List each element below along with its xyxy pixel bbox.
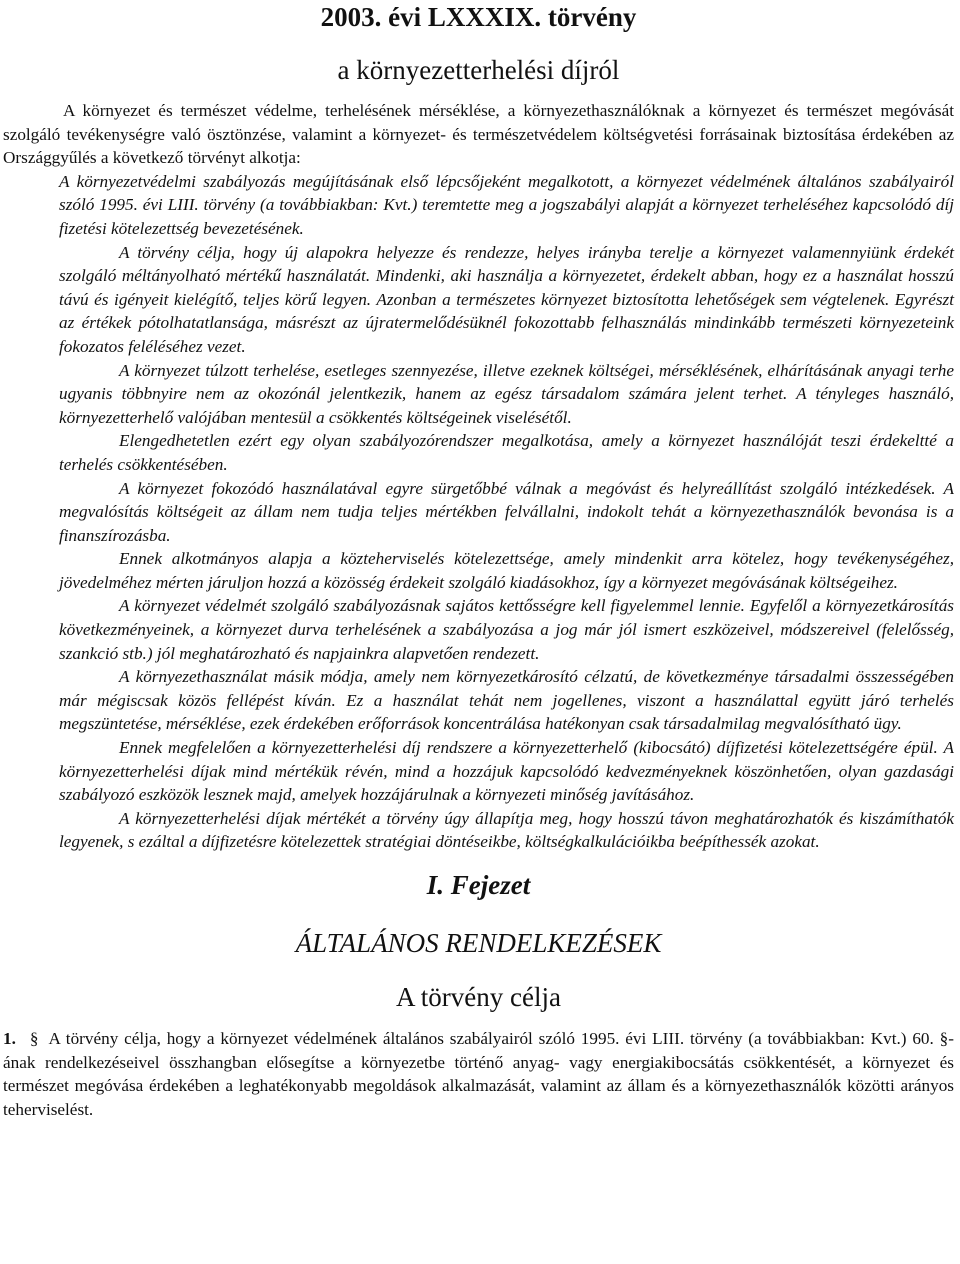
preamble-paragraph: A környezethasználat másik módja, amely nem környezetkárosító célzatú, de következménye társadalmi összességében már mégiscsak közös fellépést kíván. Ez a használat tehát nem jogellenes, viszont a használattal együtt járó terhelés megszüntetése, mérséklése, ezek érdekében erőforrások koncentrálása hatékonyan csak társadalmilag megvalósítható ügy. — [59, 667, 954, 734]
preamble-paragraph: Ennek megfelelően a környezetterhelési díj rendszere a környezetterhelő (kibocsátó) díjfizetési kötelezettségére épül. A környezetterhelési díjak mind mértékük révén, mind a hozzájuk kapcsolódó kedvezményeknek köszönhetően, olyan gazdasági szabályozó eszközök lesznek majd, amelyek hozzájárulnak a környezeti minőség javításához. — [59, 738, 954, 805]
paragraph-number: 1. — [3, 1029, 16, 1048]
preamble-paragraph: Elengedhetetlen ezért egy olyan szabályozórendszer megalkotása, amely a környezet használóját teszi érdekeltté a terhelés csökkentésében. — [59, 431, 954, 474]
section-sign: § — [29, 1029, 39, 1048]
preamble-paragraph: Ennek alkotmányos alapja a közteherviselés kötelezettsége, amely mindenkit arra kötelez, hogy tevékenységéhez, jövedelméhez mérten járuljon hozzá a közösség érdekeit szolgáló kiadásokhoz, így a környezet megóvásának költségeihez. — [59, 549, 954, 592]
preamble-paragraph: A környezetvédelmi szabályozás megújításának első lépcsőjeként megalkotott, a környezet védelmének általános szabályairól szóló 1995. évi LIII. törvény (a továbbiakban: Kvt.) teremtette meg a jogszabályi alapját a környezet terheléséhez kapcsolódó díj fizetési kötelezettség bevezetésének. — [59, 171, 954, 238]
intro-paragraph: A környezet és természet védelme, terhelésének mérséklése, a környezethasználóknak a környezet és természet megóvását szolgáló tevékenységre való ösztönzése, valamint a környezet- és természetvédelem költségvetési forrásainak biztosítása érdekében az Országgyűlés a következő törvényt alkotja: — [3, 101, 954, 168]
paragraph-1 — [3, 1027, 954, 1121]
preamble-paragraph: A környezet túlzott terhelése, esetleges szennyezése, illetve ezeknek költségei, mérséklésének, elhárításának anyagi terhe ugyanis többnyire nem az okozónál jelentkezik, hanem az egész társadalom számára jelent terhet. A tényleges használó, környezetterhelő valójában mentesül a csökkentés költségeinek viselésétől. — [59, 360, 954, 427]
document-title: 2003. évi LXXXIX. törvény — [320, 2, 637, 32]
preamble — [3, 170, 954, 854]
section-heading: ÁLTALÁNOS RENDELKEZÉSEK — [295, 928, 662, 958]
preamble-paragraph: A törvény célja, hogy új alapokra helyezze és rendezze, helyes irányba terelje a környezet valamennyiünk érdekét szolgáló méltányolható mértékű használatát. Mindenki, aki használja a környezetet, érdekelt abban, hogy ez a használat hosszú távú és igényeit kielégítő, teljes körű legyen. Azonban a természetes környezet biztosította lehetőségek sem végtelenek. Egyrészt az értékek pótolhatatlansága, másrészt az újratermelődésüknél fokozottabb felhasználás mindinkább természeti környezeteink fokozatos feléléséhez vezet. — [59, 242, 954, 356]
document-subtitle: a környezetterhelési díjról — [337, 55, 620, 85]
preamble-paragraph: A környezetterhelési díjak mértékét a törvény úgy állapítja meg, hogy hosszú távon meghatározhatók és kiszámíthatók legyenek, s ezáltal a díjfizetésre kötelezettek stratégiai döntéseikbe, költségkalkulációikba beépíthessék azokat. — [59, 808, 954, 852]
preamble-paragraph: A környezet fokozódó használatával egyre sürgetőbbé válnak a megóvást és helyreállítást szolgáló intézkedések. A megvalósítás költségeit az állam nem tudja teljes mértékben felvállalni, indokolt tehát a környezethasználók bevonása is a finanszírozásba. — [59, 478, 954, 545]
chapter-heading: I. Fejezet — [426, 870, 531, 900]
subsection-heading: A törvény célja — [396, 982, 561, 1012]
preamble-paragraph: A környezet védelmét szolgáló szabályozásnak sajátos kettősségre kell figyelemmel lennie. Egyfelől a környezetkárosítás következményeinek, a környezet durva terhelésének a szabályozása a jog már jól ismert eszközeivel, módszereivel (felelősség, szankció stb.) jól meghatározható és napjainkra alapvetően rendezett. — [59, 596, 954, 663]
paragraph-text: A törvény célja, hogy a környezet védelmének általános szabályairól szóló 1995. évi LIII. törvény (a továbbiakban: Kvt.) 60. §-ának rendelkezéseivel összhangban elősegítse a környezetbe történő anyag- vagy energiakibocsátás csökkentését, a környezet és természet megóvása érdekében a leghatékonyabb megoldások alkalmazását, valamint az állam és a környezethasználók közötti arányos teherviselést. — [3, 1029, 954, 1119]
